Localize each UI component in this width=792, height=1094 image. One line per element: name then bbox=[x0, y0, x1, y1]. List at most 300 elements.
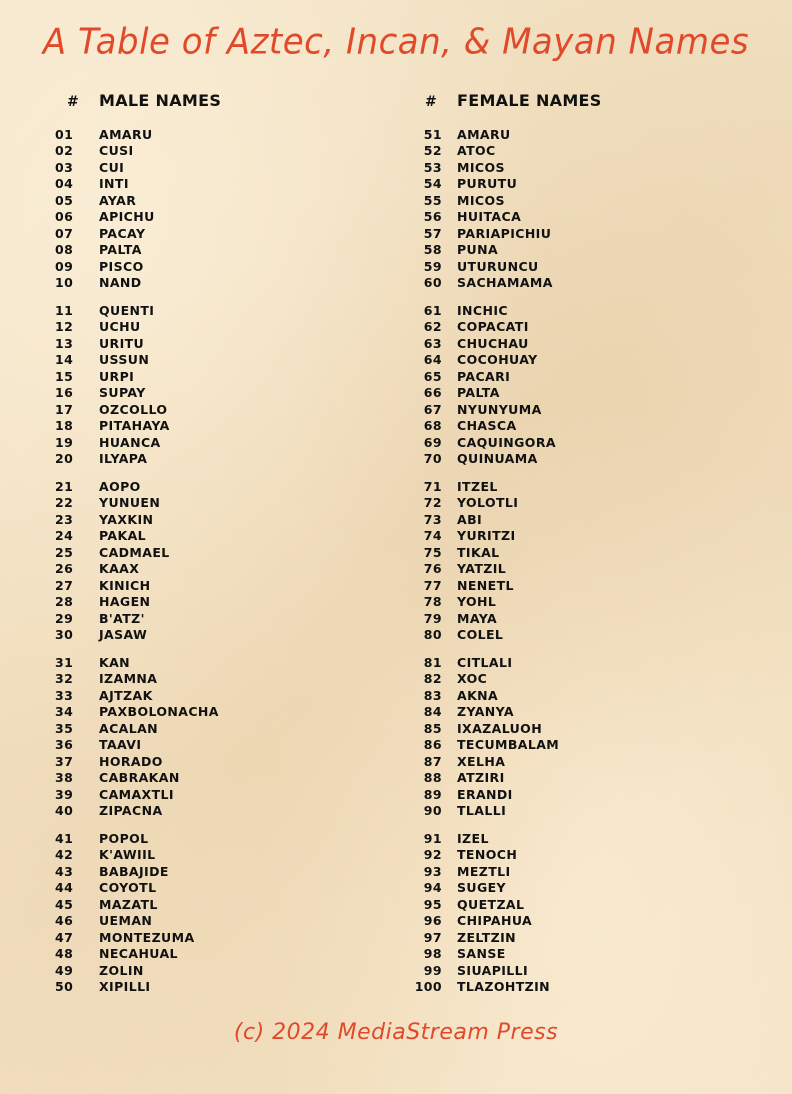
name-number: 14 bbox=[55, 352, 74, 368]
name-number: 28 bbox=[55, 594, 74, 610]
name-number: 23 bbox=[55, 511, 74, 527]
name-value: COPACATI bbox=[457, 319, 529, 335]
name-value: NECAHUAL bbox=[99, 946, 178, 962]
name-value: ATZIRI bbox=[457, 770, 505, 786]
name-value: IZEL bbox=[457, 830, 489, 846]
name-number: 66 bbox=[423, 385, 442, 401]
table-row bbox=[48, 577, 221, 594]
name-number: 73 bbox=[423, 511, 442, 527]
table-row bbox=[48, 979, 221, 996]
table-row bbox=[48, 753, 221, 770]
name-value: URITU bbox=[99, 335, 145, 351]
table-row bbox=[406, 962, 602, 979]
table-row bbox=[48, 962, 221, 979]
name-number: 08 bbox=[55, 242, 74, 258]
table-row bbox=[406, 242, 602, 259]
name-number: 25 bbox=[55, 544, 74, 560]
name-value: CITLALI bbox=[457, 654, 513, 670]
table-row bbox=[406, 434, 602, 451]
table-row bbox=[48, 242, 221, 259]
name-value: AYAR bbox=[99, 192, 137, 208]
name-number: 61 bbox=[423, 302, 442, 318]
name-number: 27 bbox=[55, 577, 74, 593]
name-number: 58 bbox=[423, 242, 442, 258]
name-number: 71 bbox=[423, 478, 442, 494]
name-value: SACHAMAMA bbox=[457, 275, 553, 291]
name-value: OZCOLLO bbox=[99, 401, 168, 417]
name-group bbox=[48, 654, 221, 819]
name-value: MAZATL bbox=[99, 896, 158, 912]
table-row bbox=[406, 847, 602, 864]
name-number: 50 bbox=[55, 979, 74, 995]
table-row bbox=[48, 495, 221, 512]
name-value: ZIPACNA bbox=[99, 803, 163, 819]
name-value: ILYAPA bbox=[99, 451, 148, 467]
name-value: MEZTLI bbox=[457, 863, 511, 879]
female-names-column bbox=[406, 90, 602, 1006]
name-number: 60 bbox=[423, 275, 442, 291]
table-row bbox=[406, 528, 602, 545]
name-number: 76 bbox=[423, 561, 442, 577]
table-row bbox=[48, 401, 221, 418]
name-number: 53 bbox=[423, 159, 442, 175]
table-row bbox=[406, 929, 602, 946]
name-number: 63 bbox=[423, 335, 442, 351]
table-row bbox=[48, 610, 221, 627]
name-number: 43 bbox=[55, 863, 74, 879]
name-value: CUI bbox=[99, 159, 125, 175]
name-number: 52 bbox=[423, 143, 442, 159]
male-names-heading: MALE NAMES bbox=[99, 91, 222, 110]
name-value: PACARI bbox=[457, 368, 511, 384]
table-row bbox=[406, 671, 602, 688]
name-value: PACAY bbox=[99, 225, 146, 241]
name-number: 91 bbox=[423, 830, 442, 846]
table-row bbox=[48, 654, 221, 671]
female-names-heading: FEMALE NAMES bbox=[457, 91, 602, 110]
name-value: PAXBOLONACHA bbox=[99, 704, 219, 720]
name-number: 37 bbox=[55, 753, 74, 769]
name-number: 100 bbox=[414, 979, 442, 995]
name-number: 55 bbox=[423, 192, 442, 208]
name-number: 54 bbox=[423, 176, 442, 192]
female-names-list bbox=[406, 126, 602, 995]
table-row bbox=[48, 368, 221, 385]
name-number: 86 bbox=[423, 737, 442, 753]
name-number: 56 bbox=[423, 209, 442, 225]
name-value: PAKAL bbox=[99, 528, 147, 544]
name-number: 62 bbox=[423, 319, 442, 335]
name-value: CHIPAHUA bbox=[457, 913, 533, 929]
table-row bbox=[48, 352, 221, 369]
table-row bbox=[48, 275, 221, 292]
table-row bbox=[48, 511, 221, 528]
name-value: MONTEZUMA bbox=[99, 929, 195, 945]
name-value: COYOTL bbox=[99, 880, 157, 896]
name-value: PALTA bbox=[99, 242, 142, 258]
table-row bbox=[48, 192, 221, 209]
name-number: 88 bbox=[423, 770, 442, 786]
table-row bbox=[406, 544, 602, 561]
name-value: YUNUEN bbox=[99, 495, 161, 511]
name-number: 69 bbox=[423, 434, 442, 450]
table-row bbox=[406, 913, 602, 930]
number-column-header: # bbox=[66, 94, 80, 110]
name-value: QUETZAL bbox=[457, 896, 525, 912]
name-value: YURITZI bbox=[457, 528, 516, 544]
table-row bbox=[48, 929, 221, 946]
name-value: PITAHAYA bbox=[99, 418, 170, 434]
table-row bbox=[48, 319, 221, 336]
table-row bbox=[48, 302, 221, 319]
name-number: 09 bbox=[55, 258, 74, 274]
name-number: 42 bbox=[55, 847, 74, 863]
name-number: 26 bbox=[55, 561, 74, 577]
name-value: AJTZAK bbox=[99, 687, 153, 703]
name-value: YOLOTLI bbox=[457, 495, 519, 511]
table-row bbox=[406, 225, 602, 242]
name-number: 64 bbox=[423, 352, 442, 368]
table-row bbox=[406, 352, 602, 369]
name-value: BABAJIDE bbox=[99, 863, 169, 879]
name-number: 83 bbox=[423, 687, 442, 703]
name-value: AMARU bbox=[99, 126, 153, 142]
table-row bbox=[406, 704, 602, 721]
table-row bbox=[406, 594, 602, 611]
table-row bbox=[406, 258, 602, 275]
name-value: TLAZOHTZIN bbox=[457, 979, 551, 995]
table-row bbox=[48, 627, 221, 644]
name-value: KINICH bbox=[99, 577, 151, 593]
table-row bbox=[48, 544, 221, 561]
name-value: NYUNYUMA bbox=[457, 401, 542, 417]
table-row bbox=[406, 385, 602, 402]
name-number: 29 bbox=[55, 610, 74, 626]
name-value: JASAW bbox=[99, 627, 148, 643]
table-row bbox=[48, 159, 221, 176]
name-number: 87 bbox=[423, 753, 442, 769]
name-number: 15 bbox=[55, 368, 74, 384]
name-number: 13 bbox=[55, 335, 74, 351]
name-value: YOHL bbox=[457, 594, 497, 610]
name-number: 48 bbox=[55, 946, 74, 962]
name-number: 33 bbox=[55, 687, 74, 703]
name-value: ZOLIN bbox=[99, 962, 144, 978]
name-value: TECUMBALAM bbox=[457, 737, 560, 753]
table-row bbox=[48, 528, 221, 545]
name-value: TENOCH bbox=[457, 847, 518, 863]
table-row bbox=[48, 209, 221, 226]
name-number: 96 bbox=[423, 913, 442, 929]
table-row bbox=[48, 176, 221, 193]
name-value: B'ATZ' bbox=[99, 610, 145, 626]
copyright-footer: (c) 2024 MediaStream Press bbox=[233, 1020, 559, 1045]
name-value: ATOC bbox=[457, 143, 496, 159]
name-number: 18 bbox=[55, 418, 74, 434]
name-value: USSUN bbox=[99, 352, 150, 368]
table-row bbox=[406, 863, 602, 880]
name-value: HUITACA bbox=[457, 209, 522, 225]
name-number: 74 bbox=[423, 528, 442, 544]
name-value: HAGEN bbox=[99, 594, 151, 610]
table-row bbox=[48, 478, 221, 495]
table-row bbox=[48, 687, 221, 704]
table-row bbox=[406, 319, 602, 336]
table-row bbox=[48, 847, 221, 864]
name-number: 99 bbox=[423, 962, 442, 978]
name-value: AMARU bbox=[457, 126, 511, 142]
name-number: 19 bbox=[55, 434, 74, 450]
table-row bbox=[406, 830, 602, 847]
table-row bbox=[406, 451, 602, 468]
table-row bbox=[48, 720, 221, 737]
name-number: 94 bbox=[423, 880, 442, 896]
table-row bbox=[406, 720, 602, 737]
name-number: 47 bbox=[55, 929, 74, 945]
name-value: ABI bbox=[457, 511, 483, 527]
name-value: QUENTI bbox=[99, 302, 155, 318]
table-row bbox=[406, 654, 602, 671]
page-title: A Table of Aztec, Incan, & Mayan Names bbox=[42, 21, 750, 63]
table-row bbox=[406, 737, 602, 754]
name-number: 17 bbox=[55, 401, 74, 417]
name-value: HUANCA bbox=[99, 434, 161, 450]
name-number: 40 bbox=[55, 803, 74, 819]
table-row bbox=[48, 671, 221, 688]
table-row bbox=[406, 495, 602, 512]
name-number: 32 bbox=[55, 671, 74, 687]
name-value: IXAZALUOH bbox=[457, 720, 543, 736]
table-row bbox=[406, 192, 602, 209]
name-number: 95 bbox=[423, 896, 442, 912]
name-number: 22 bbox=[55, 495, 74, 511]
name-value: URPI bbox=[99, 368, 135, 384]
name-number: 59 bbox=[423, 258, 442, 274]
male-names-column bbox=[48, 90, 221, 1006]
name-value: PARIAPICHIU bbox=[457, 225, 552, 241]
name-number: 78 bbox=[423, 594, 442, 610]
name-value: MICOS bbox=[457, 192, 505, 208]
name-number: 34 bbox=[55, 704, 74, 720]
table-row bbox=[406, 687, 602, 704]
table-row bbox=[48, 451, 221, 468]
name-value: PALTA bbox=[457, 385, 500, 401]
name-number: 89 bbox=[423, 786, 442, 802]
name-value: TAAVI bbox=[99, 737, 142, 753]
table-row bbox=[406, 126, 602, 143]
table-row bbox=[48, 225, 221, 242]
name-value: MICOS bbox=[457, 159, 505, 175]
table-row bbox=[48, 418, 221, 435]
name-value: INCHIC bbox=[457, 302, 508, 318]
name-group bbox=[406, 126, 602, 291]
name-group bbox=[406, 478, 602, 643]
table-row bbox=[406, 418, 602, 435]
name-number: 85 bbox=[423, 720, 442, 736]
table-row bbox=[406, 770, 602, 787]
name-value: SUGEY bbox=[457, 880, 507, 896]
male-names-list bbox=[48, 126, 221, 995]
table-row bbox=[406, 979, 602, 996]
table-row bbox=[406, 946, 602, 963]
table-row bbox=[406, 896, 602, 913]
table-row bbox=[48, 434, 221, 451]
name-number: 45 bbox=[55, 896, 74, 912]
table-row bbox=[48, 880, 221, 897]
name-number: 97 bbox=[423, 929, 442, 945]
name-group bbox=[48, 830, 221, 995]
name-number: 10 bbox=[55, 275, 74, 291]
name-value: YAXKIN bbox=[99, 511, 154, 527]
name-group bbox=[48, 478, 221, 643]
name-number: 06 bbox=[55, 209, 74, 225]
name-number: 44 bbox=[55, 880, 74, 896]
table-row bbox=[48, 561, 221, 578]
name-value: NAND bbox=[99, 275, 142, 291]
name-number: 72 bbox=[423, 495, 442, 511]
name-value: ACALAN bbox=[99, 720, 159, 736]
table-row bbox=[406, 368, 602, 385]
table-row bbox=[406, 302, 602, 319]
name-number: 38 bbox=[55, 770, 74, 786]
name-number: 93 bbox=[423, 863, 442, 879]
table-row bbox=[48, 385, 221, 402]
name-value: ERANDI bbox=[457, 786, 513, 802]
table-row bbox=[48, 143, 221, 160]
name-number: 67 bbox=[423, 401, 442, 417]
name-value: COLEL bbox=[457, 627, 504, 643]
table-row bbox=[48, 258, 221, 275]
name-value: KAN bbox=[99, 654, 131, 670]
name-number: 30 bbox=[55, 627, 74, 643]
table-row bbox=[406, 478, 602, 495]
name-value: NENETL bbox=[457, 577, 514, 593]
name-number: 90 bbox=[423, 803, 442, 819]
name-value: K'AWIIL bbox=[99, 847, 156, 863]
number-column-header: # bbox=[424, 94, 438, 110]
name-number: 98 bbox=[423, 946, 442, 962]
name-value: TLALLI bbox=[457, 803, 507, 819]
name-number: 70 bbox=[423, 451, 442, 467]
name-number: 07 bbox=[55, 225, 74, 241]
name-number: 46 bbox=[55, 913, 74, 929]
table-row bbox=[406, 577, 602, 594]
table-row bbox=[48, 803, 221, 820]
name-value: CADMAEL bbox=[99, 544, 170, 560]
female-column-header bbox=[406, 90, 602, 116]
name-number: 92 bbox=[423, 847, 442, 863]
table-row bbox=[406, 275, 602, 292]
name-number: 51 bbox=[423, 126, 442, 142]
name-value: INTI bbox=[99, 176, 129, 192]
name-number: 75 bbox=[423, 544, 442, 560]
name-value: TIKAL bbox=[457, 544, 500, 560]
name-value: QUINUAMA bbox=[457, 451, 538, 467]
name-value: AOPO bbox=[99, 478, 141, 494]
name-number: 84 bbox=[423, 704, 442, 720]
table-row bbox=[406, 880, 602, 897]
table-row bbox=[48, 770, 221, 787]
name-number: 24 bbox=[55, 528, 74, 544]
table-row bbox=[48, 335, 221, 352]
name-number: 77 bbox=[423, 577, 442, 593]
name-group bbox=[406, 302, 602, 467]
table-row bbox=[406, 610, 602, 627]
table-row bbox=[48, 704, 221, 721]
name-value: COCOHUAY bbox=[457, 352, 538, 368]
name-number: 01 bbox=[55, 126, 74, 142]
table-row bbox=[48, 913, 221, 930]
table-row bbox=[406, 401, 602, 418]
table-row bbox=[48, 786, 221, 803]
name-value: CHASCA bbox=[457, 418, 517, 434]
name-number: 80 bbox=[423, 627, 442, 643]
table-row bbox=[406, 159, 602, 176]
table-row bbox=[48, 863, 221, 880]
table-row bbox=[406, 209, 602, 226]
name-value: XELHA bbox=[457, 753, 506, 769]
table-row bbox=[406, 753, 602, 770]
name-value: PISCO bbox=[99, 258, 144, 274]
name-value: SIUAPILLI bbox=[457, 962, 529, 978]
name-group bbox=[406, 654, 602, 819]
name-number: 79 bbox=[423, 610, 442, 626]
name-number: 03 bbox=[55, 159, 74, 175]
name-value: ZYANYA bbox=[457, 704, 514, 720]
name-number: 68 bbox=[423, 418, 442, 434]
name-value: PUNA bbox=[457, 242, 499, 258]
name-value: ZELTZIN bbox=[457, 929, 517, 945]
table-row bbox=[406, 803, 602, 820]
table-row bbox=[406, 176, 602, 193]
name-value: APICHU bbox=[99, 209, 155, 225]
name-value: XIPILLI bbox=[99, 979, 151, 995]
name-number: 11 bbox=[55, 302, 74, 318]
name-value: KAAX bbox=[99, 561, 140, 577]
table-row bbox=[48, 126, 221, 143]
name-value: POPOL bbox=[99, 830, 149, 846]
name-number: 20 bbox=[55, 451, 74, 467]
name-value: SUPAY bbox=[99, 385, 146, 401]
name-number: 04 bbox=[55, 176, 74, 192]
name-number: 35 bbox=[55, 720, 74, 736]
table-row bbox=[48, 896, 221, 913]
name-number: 36 bbox=[55, 737, 74, 753]
name-value: YATZIL bbox=[457, 561, 507, 577]
name-value: CABRAKAN bbox=[99, 770, 180, 786]
name-number: 41 bbox=[55, 830, 74, 846]
name-number: 65 bbox=[423, 368, 442, 384]
name-number: 21 bbox=[55, 478, 74, 494]
name-value: UCHU bbox=[99, 319, 141, 335]
name-number: 82 bbox=[423, 671, 442, 687]
name-value: ITZEL bbox=[457, 478, 498, 494]
name-value: UTURUNCU bbox=[457, 258, 539, 274]
name-number: 05 bbox=[55, 192, 74, 208]
name-number: 02 bbox=[55, 143, 74, 159]
name-value: CUSI bbox=[99, 143, 134, 159]
name-number: 57 bbox=[423, 225, 442, 241]
name-value: IZAMNA bbox=[99, 671, 158, 687]
name-number: 31 bbox=[55, 654, 74, 670]
name-number: 16 bbox=[55, 385, 74, 401]
name-value: PURUTU bbox=[457, 176, 518, 192]
table-row bbox=[406, 786, 602, 803]
table-row bbox=[406, 335, 602, 352]
name-number: 12 bbox=[55, 319, 74, 335]
male-column-header bbox=[48, 90, 221, 116]
name-number: 81 bbox=[423, 654, 442, 670]
